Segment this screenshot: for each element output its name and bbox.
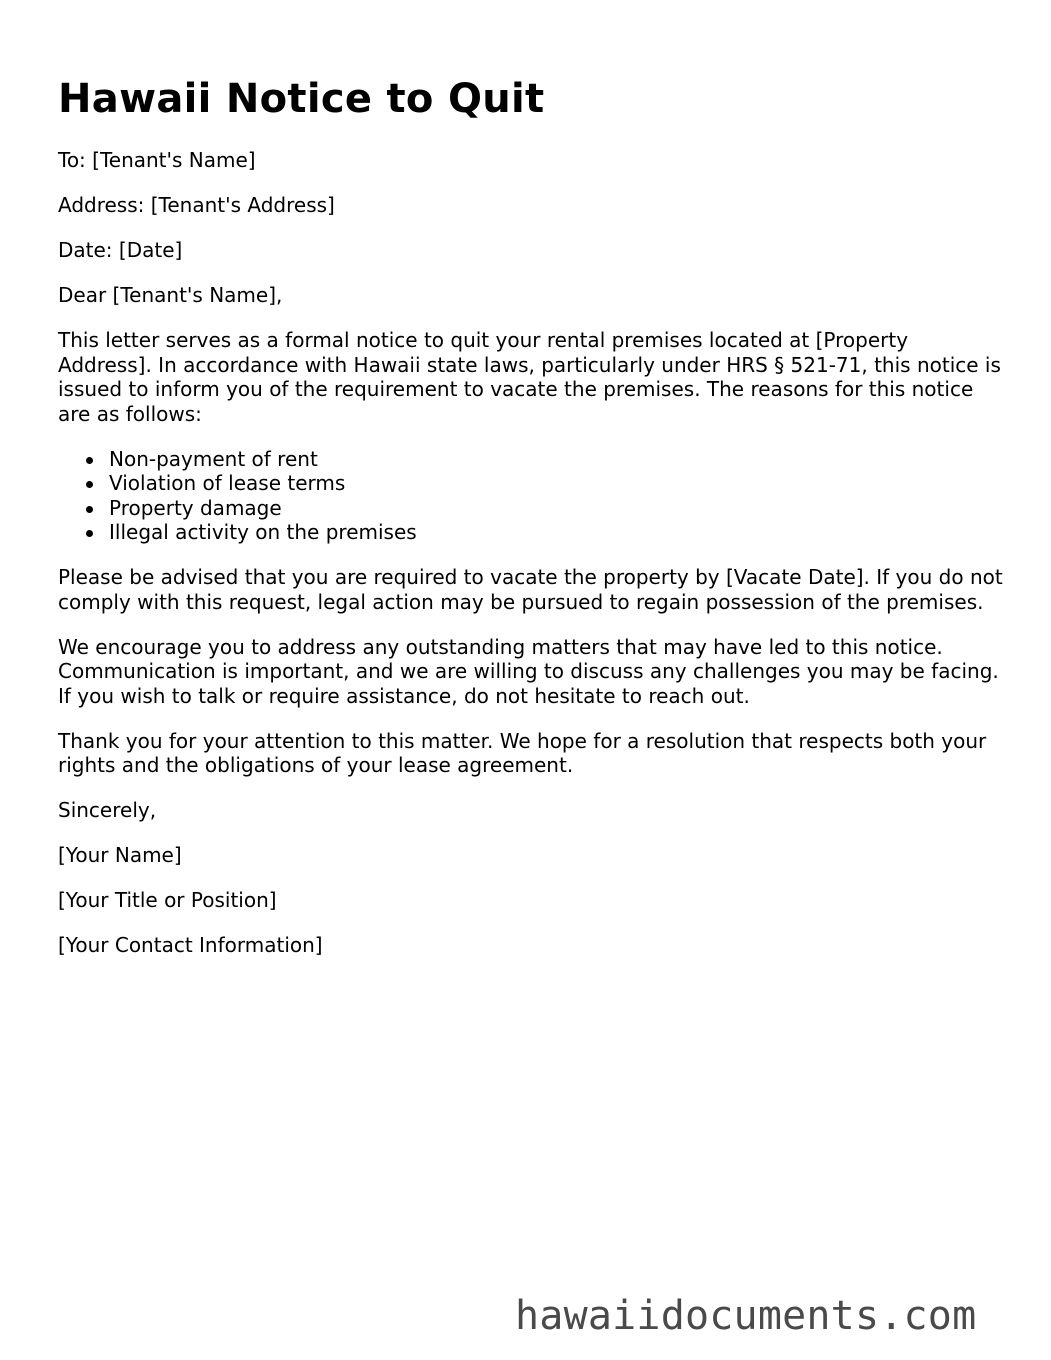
signer-contact: [Your Contact Information] [58, 933, 323, 957]
watermark: hawaiidocuments.com [515, 1293, 977, 1339]
vacate-paragraph: Please be advised that you are required to vacate the property by [Vacate Date]. If you do not comply with this request, legal action may be pursued to regain possession of the premises. [58, 565, 1003, 614]
list-item: Violation of lease terms [109, 471, 1008, 496]
encourage-paragraph: We encourage you to address any outstanding matters that may have led to this notice. Communication is important, and we are willing to discuss any challenges you may be facing. If you wish to talk or require assistance, do not hesitate to reach out. [58, 634, 999, 708]
document-page [58, 0, 1008, 958]
list-item: Property damage [109, 496, 1008, 521]
bullet-icon [86, 530, 93, 537]
signer-name: [Your Name] [58, 843, 182, 867]
list-item: Illegal activity on the premises [109, 520, 1008, 545]
salutation: Dear [Tenant's Name], [58, 283, 283, 307]
bullet-icon [86, 457, 93, 464]
signer-title: [Your Title or Position] [58, 888, 277, 912]
bullet-icon [86, 506, 93, 513]
reasons-list [58, 447, 1008, 545]
document-title: Hawaii Notice to Quit [58, 76, 545, 122]
bullet-icon [86, 481, 93, 488]
address-line: Address: [Tenant's Address] [58, 193, 335, 217]
list-item: Non-payment of rent [109, 447, 1008, 472]
closing: Sincerely, [58, 798, 157, 822]
thanks-paragraph: Thank you for your attention to this matter. We hope for a resolution that respects both your rights and the obligations of your lease agreement. [58, 728, 987, 777]
date-line: Date: [Date] [58, 238, 183, 262]
intro-paragraph: This letter serves as a formal notice to quit your rental premises located at [Property Address]. In accordance with Hawaii state laws, particularly under HRS § 521-71, this notice is issued to inform you of the requirement to vacate the premises. The reasons for this notice are as follows: [58, 328, 1001, 426]
to-line: To: [Tenant's Name] [58, 148, 256, 172]
